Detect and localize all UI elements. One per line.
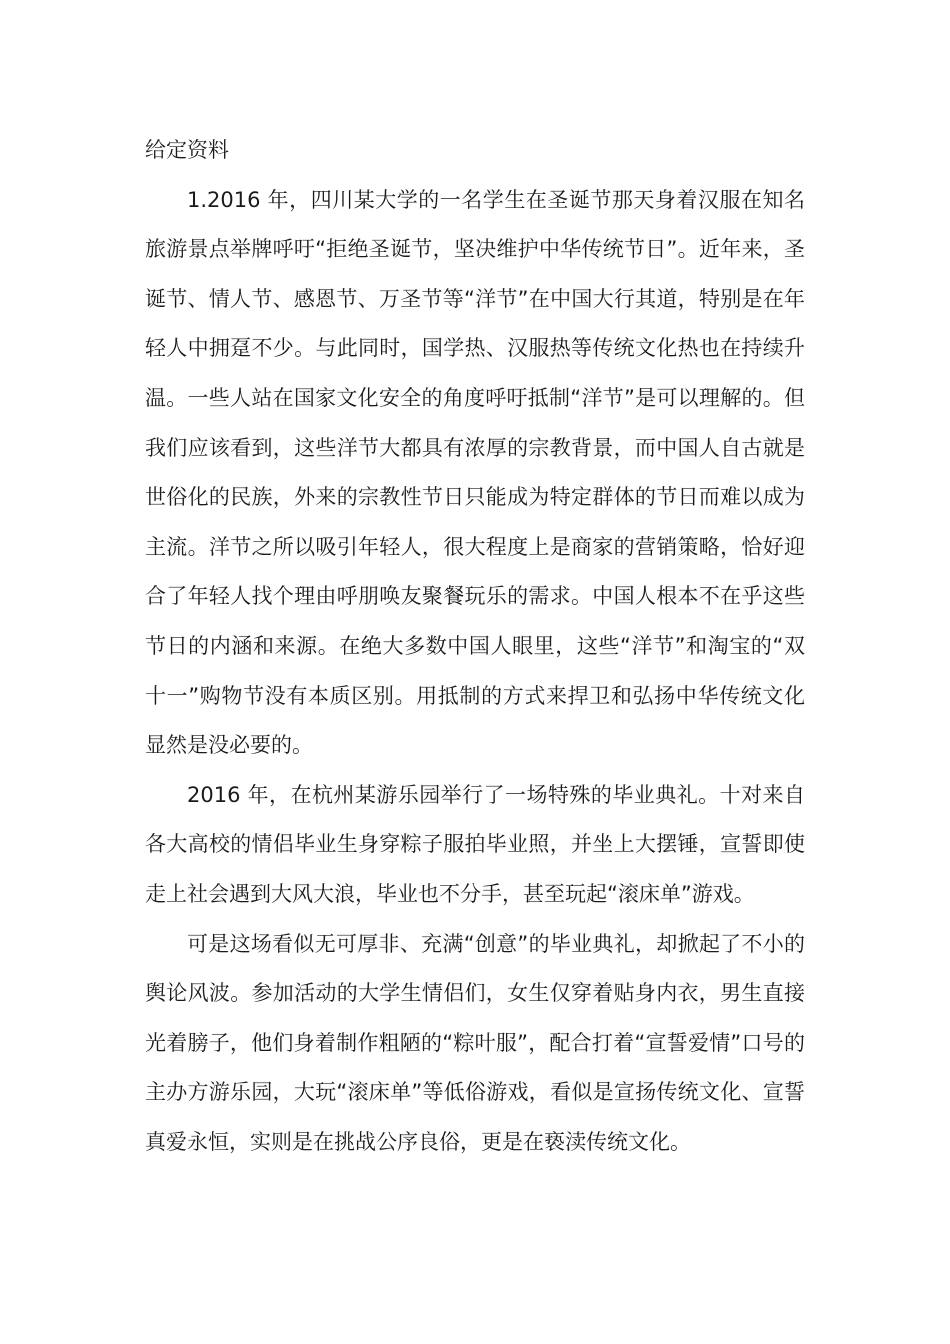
paragraph-1: 1.2016 年，四川某大学的一名学生在圣诞节那天身着汉服在知名旅游景点举牌呼吁“拒绝圣诞节，坚决维护中华传统节日”。近年来，圣诞节、情人节、感恩节、万圣节等“洋节”在中国大行其道，特别是在年轻人中拥趸不少。与此同时，国学热、汉服热等传统文化热也在持续升温。一些人站在国家文化安全的角度呼吁抵制“洋节”是可以理解的。但我们应该看到，这些洋节大都具有浓厚的宗教背景，而中国人自古就是世俗化的民族，外来的宗教性节日只能成为特定群体的节日而难以成为主流。洋节之所以吸引年轻人，很大程度上是商家的营销策略，恰好迎合了年轻人找个理由呼朋唤友聚餐玩乐的需求。中国人根本不在乎这些节日的内涵和来源。在绝大多数中国人眼里，这些“洋节”和淘宝的“双十一”购物节没有本质区别。用抵制的方式来捍卫和弘扬中华传统文化显然是没必要的。 [145, 187, 805, 758]
paragraph-2: 2016 年，在杭州某游乐园举行了一场特殊的毕业典礼。十对来自各大高校的情侣毕业生身穿粽子服拍毕业照，并坐上大摆锤，宣誓即使走上社会遇到大风大浪，毕业也不分手，甚至玩起“滚床单”游戏。 [145, 782, 805, 906]
paragraph-3: 可是这场看似无可厚非、充满“创意”的毕业典礼，却掀起了不小的舆论风波。参加活动的大学生情侣们，女生仅穿着贴身内衣，男生直接光着膀子，他们身着制作粗陋的“粽叶服”，配合打着“宣誓爱情”口号的主办方游乐园，大玩“滚床单”等低俗游戏，看似是宣扬传统文化、宣誓真爱永恒，实则是在挑战公序良俗，更是在亵渎传统文化。 [145, 931, 805, 1154]
document-body [145, 126, 805, 1167]
document-heading: 给定资料 [145, 138, 229, 162]
